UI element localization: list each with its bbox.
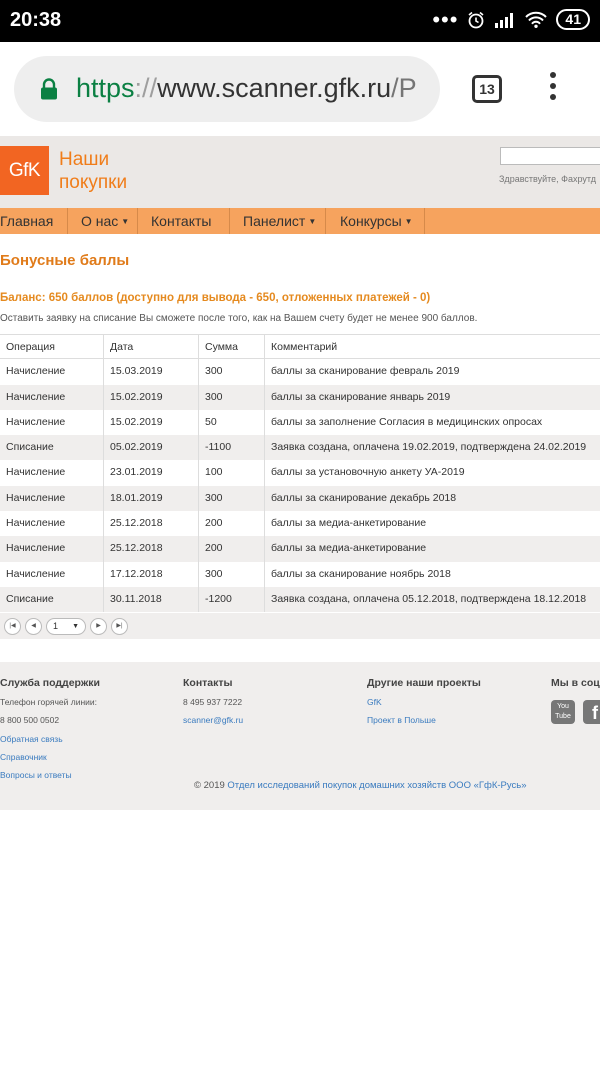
table-row[interactable] (0, 536, 600, 561)
cell-amount: 300 (198, 486, 264, 511)
feedback-link[interactable]: Обратная связь (0, 734, 63, 744)
cell-operation: Начисление (6, 466, 66, 479)
contacts-title: Контакты (183, 677, 233, 689)
first-page-icon[interactable]: |◀ (4, 618, 21, 635)
nav-divider (137, 208, 138, 234)
cell-amount: 200 (198, 511, 264, 536)
cell-date: 18.01.2019 (103, 486, 198, 511)
support-title: Служба поддержки (0, 677, 100, 689)
header-search-input[interactable] (500, 147, 600, 165)
chevron-down-icon: ▼ (72, 623, 79, 630)
status-bar (0, 0, 600, 42)
chevron-down-icon: ▼ (404, 217, 413, 226)
chevron-down-icon: ▼ (308, 217, 317, 226)
facebook-icon[interactable]: f (583, 700, 600, 724)
status-time: 20:38 (10, 9, 62, 31)
points-table (0, 334, 600, 612)
cell-operation: Начисление (6, 365, 66, 378)
cell-comment: баллы за заполнение Согласия в медицинских опросах (264, 410, 600, 435)
hotline-label: Телефон горячей линии: (0, 697, 98, 707)
table-header (0, 334, 600, 359)
prev-page-icon[interactable]: ◀ (25, 618, 42, 635)
cell-amount: 50 (198, 410, 264, 435)
cell-operation: Списание (6, 441, 54, 454)
cell-amount: 300 (198, 562, 264, 587)
lock-icon (40, 78, 58, 100)
cell-operation: Начисление (6, 415, 66, 428)
social-title: Мы в соц (551, 677, 600, 689)
cell-comment: баллы за сканирование январь 2019 (264, 385, 600, 410)
cell-date: 15.02.2019 (103, 410, 198, 435)
url-text (76, 73, 417, 104)
site-header (0, 136, 600, 208)
table-row[interactable] (0, 460, 600, 485)
cell-operation: Начисление (6, 517, 66, 530)
site-title[interactable] (59, 148, 127, 194)
cell-amount: -1200 (198, 587, 264, 612)
nav-item-contacts[interactable]: Контакты (151, 213, 212, 229)
next-page-icon[interactable]: ▶ (90, 618, 107, 635)
cell-comment: баллы за медиа-анкетирование (264, 536, 600, 561)
cell-comment: баллы за установочную анкету УА-2019 (264, 460, 600, 485)
browser-toolbar (0, 42, 600, 136)
main-content (0, 234, 600, 662)
url-separator: :// (134, 73, 158, 103)
nav-item-panelist-label: Панелист (243, 213, 306, 229)
browser-menu-icon[interactable] (546, 72, 560, 108)
cell-date: 15.02.2019 (103, 385, 198, 410)
table-row[interactable] (0, 385, 600, 410)
table-row[interactable] (0, 511, 600, 536)
page-title: Бонусные баллы (0, 252, 130, 269)
cell-operation: Начисление (6, 542, 66, 555)
cell-date: 25.12.2018 (103, 536, 198, 561)
table-row[interactable] (0, 486, 600, 511)
table-row[interactable] (0, 359, 600, 384)
more-notifications-icon: ••• (432, 6, 459, 32)
copyright-prefix: © 2019 (194, 780, 225, 791)
nav-divider (325, 208, 326, 234)
contacts-email-link[interactable]: scanner@gfk.ru (183, 715, 244, 725)
column-header-operation[interactable]: Операция (6, 341, 55, 353)
column-header-date[interactable]: Дата (103, 335, 198, 358)
projects-title: Другие наши проекты (367, 677, 481, 689)
url-scheme: https (76, 73, 135, 103)
url-host: www.scanner.gfk.ru (157, 73, 392, 103)
nav-divider (67, 208, 68, 234)
contacts-phone: 8 495 937 7222 (183, 697, 243, 707)
nav-item-contests-label: Конкурсы (340, 213, 402, 229)
cell-date: 23.01.2019 (103, 460, 198, 485)
copyright-link[interactable]: Отдел исследований покупок домашних хозяйств ООО «ГфК-Русь» (227, 780, 527, 791)
cell-amount: 300 (198, 385, 264, 410)
url-path: /P (391, 73, 417, 103)
youtube-icon[interactable]: You Tube (551, 700, 575, 724)
balance-summary: Баланс: 650 баллов (доступно для вывода - 650, отложенных платежей - 0) (0, 292, 431, 304)
nav-item-panelist[interactable] (243, 208, 316, 234)
cell-date: 25.12.2018 (103, 511, 198, 536)
faq-link[interactable]: Вопросы и ответы (0, 770, 72, 780)
copyright (194, 780, 527, 791)
cell-comment: баллы за сканирование февраль 2019 (264, 359, 600, 384)
table-row[interactable] (0, 435, 600, 460)
gfk-logo[interactable]: GfK (0, 146, 49, 195)
status-icons (432, 6, 590, 32)
site-title-line2: покупки (59, 172, 128, 193)
cell-amount: 200 (198, 536, 264, 561)
nav-item-home[interactable]: Главная (0, 213, 54, 229)
cell-operation: Списание (6, 592, 54, 605)
chevron-down-icon: ▼ (121, 217, 130, 226)
page-select[interactable] (46, 618, 86, 635)
cell-operation: Начисление (6, 567, 66, 580)
cell-date: 17.12.2018 (103, 562, 198, 587)
tab-switcher-button[interactable]: 13 (472, 75, 502, 103)
cell-operation: Начисление (6, 390, 66, 403)
nav-item-contests[interactable] (340, 208, 413, 234)
main-nav (0, 208, 600, 234)
nav-divider (229, 208, 230, 234)
address-bar[interactable] (14, 56, 440, 122)
signal-icon (494, 12, 516, 28)
nav-item-about[interactable] (81, 208, 129, 234)
site-title-line1: Наши (59, 149, 110, 170)
user-greeting: Здравствуйте, Фахрутд (499, 174, 596, 184)
cell-date: 30.11.2018 (103, 587, 198, 612)
table-row[interactable] (0, 410, 600, 435)
web-page (0, 136, 600, 810)
column-header-comment[interactable]: Комментарий (264, 335, 600, 358)
cell-amount: 300 (198, 359, 264, 384)
withdrawal-note: Оставить заявку на списание Вы сможете после того, как на Вашем счету будет не менее 900 баллов. (0, 313, 478, 324)
cell-comment: баллы за сканирование ноябрь 2018 (264, 562, 600, 587)
project-poland-link[interactable]: Проект в Польше (367, 715, 436, 725)
column-header-amount[interactable]: Сумма (198, 335, 264, 358)
cell-date: 15.03.2019 (103, 359, 198, 384)
table-row[interactable] (0, 587, 600, 612)
help-link[interactable]: Справочник (0, 752, 47, 762)
nav-item-about-label: О нас (81, 213, 119, 229)
alarm-icon (467, 11, 485, 29)
nav-divider (424, 208, 425, 234)
page-select-value: 1 (53, 621, 59, 631)
cell-amount: 100 (198, 460, 264, 485)
wifi-icon (525, 11, 547, 28)
table-row[interactable] (0, 562, 600, 587)
hotline-number: 8 800 500 0502 (0, 715, 60, 725)
cell-date: 05.02.2019 (103, 435, 198, 460)
cell-comment: баллы за сканирование декабрь 2018 (264, 486, 600, 511)
cell-comment: Заявка создана, оплачена 19.02.2019, подтверждена 24.02.2019 (264, 435, 600, 460)
cell-comment: Заявка создана, оплачена 05.12.2018, подтверждена 18.12.2018 (264, 587, 600, 612)
table-pager (0, 613, 600, 639)
battery-indicator: 41 (556, 9, 590, 30)
project-gfk-link[interactable]: GfK (367, 697, 382, 707)
cell-operation: Начисление (6, 491, 66, 504)
site-footer (0, 662, 600, 810)
cell-amount: -1100 (198, 435, 264, 460)
cell-comment: баллы за медиа-анкетирование (264, 511, 600, 536)
last-page-icon[interactable]: ▶| (111, 618, 128, 635)
